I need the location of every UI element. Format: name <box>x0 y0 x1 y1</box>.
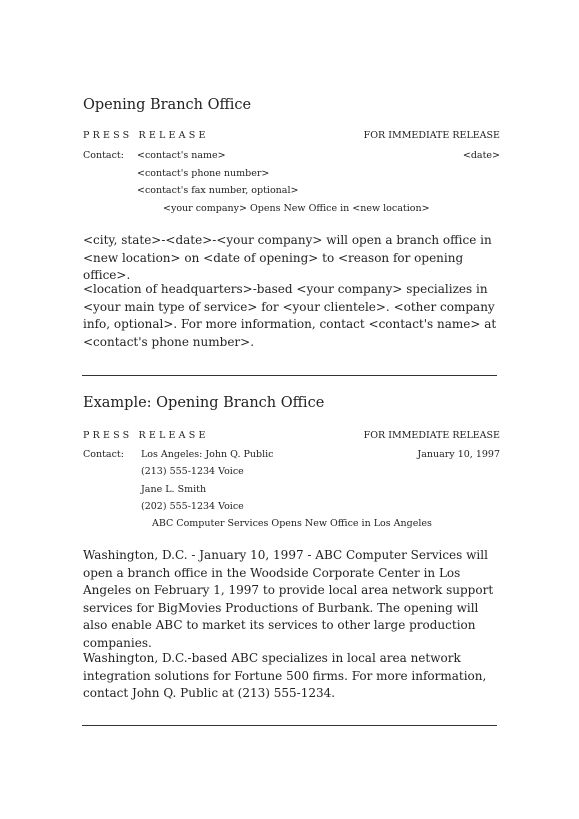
example-headline: ABC Computer Services Opens New Office in Los Angeles <box>152 518 432 529</box>
example-contact-line-3: Jane L. Smith <box>141 484 207 495</box>
template-contact-label: Contact: <box>83 150 124 161</box>
example-immediate-release: FOR IMMEDIATE RELEASE <box>363 430 500 441</box>
example-contact-line-4: (202) 555-1234 Voice <box>141 501 244 512</box>
template-date: <date> <box>462 150 500 161</box>
example-paragraph-2: Washington, D.C.-based ABC specializes in local area network integration solutions for Fortune 500 firms. For more information, contact John Q. Public at (213) 555-1234. <box>83 651 487 700</box>
example-contact-line-2: (213) 555-1234 Voice <box>141 466 244 477</box>
template-headline: <your company> Opens New Office in <new location> <box>163 203 430 214</box>
template-press-release-label: PRESS RELEASE <box>83 130 209 141</box>
template-contact-name: <contact's name> <box>137 150 226 161</box>
example-title: Example: Opening Branch Office <box>83 395 325 411</box>
section-divider <box>82 375 497 376</box>
template-paragraph-1: <city, state>-<date>-<your company> will open a branch office in <new location> on <date of opening> to <reason for opening office>. <box>83 233 492 282</box>
template-contact-phone: <contact's phone number> <box>137 168 270 179</box>
template-paragraph-2: <location of headquarters>-based <your company> specializes in <your main type of service> for <your clientele>. <other company info, optional>. For more information, contact <contact's name> at <contact's phone number>. <box>83 282 497 349</box>
template-immediate-release: FOR IMMEDIATE RELEASE <box>363 130 500 141</box>
example-contact-line-1: Los Angeles: John Q. Public <box>141 449 274 460</box>
template-title: Opening Branch Office <box>83 97 252 113</box>
bottom-divider <box>82 725 497 726</box>
example-date: January 10, 1997 <box>417 449 500 460</box>
example-contact-label: Contact: <box>83 449 124 460</box>
example-paragraph-1: Washington, D.C. - January 10, 1997 - ABC Computer Services will open a branch office in the Woodside Corporate Center in Los Angeles on February 1, 1997 to provide local area network support services for BigMovies Productions of Burbank. The opening will also enable ABC to market its services to other large production companies. <box>83 548 494 650</box>
example-press-release-label: PRESS RELEASE <box>83 430 209 441</box>
template-contact-fax: <contact's fax number, optional> <box>137 185 299 196</box>
